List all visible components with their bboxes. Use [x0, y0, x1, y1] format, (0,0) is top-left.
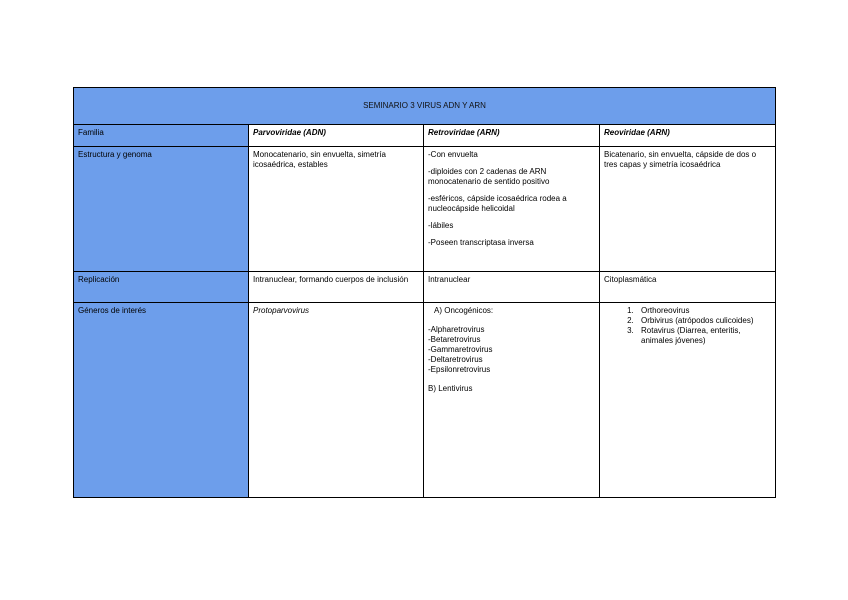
- generos-retro-heading-a: A) Oncogénicos:: [434, 306, 494, 315]
- generos-parvo: Protoparvovirus: [249, 303, 424, 498]
- family-parvoviridae: Parvoviridae (ADN): [249, 125, 424, 147]
- generos-reo-item: 3. Rotavirus (Diarrea, enteritis, animales jóvenes): [636, 326, 771, 346]
- estructura-parvo: Monocatenario, sin envuelta, simetría icosaédrica, estables: [249, 147, 424, 272]
- family-retroviridae: Retroviridae (ARN): [424, 125, 600, 147]
- generos-retro: [424, 303, 600, 498]
- estructura-reo: Bicatenario, sin envuelta, cápside de dos o tres capas y simetría icosaédrica: [600, 147, 776, 272]
- virus-seminar-table: [73, 87, 776, 498]
- estructura-retro-line: -lábiles: [428, 221, 454, 230]
- generos-retro-item: -Alpharetrovirus: [428, 325, 485, 334]
- row-label-replicacion: Replicación: [74, 272, 249, 303]
- table-title: SEMINARIO 3 VIRUS ADN Y ARN: [74, 88, 776, 125]
- estructura-retro-line: -Con envuelta: [428, 150, 478, 159]
- generos-retro-item: -Deltaretrovirus: [428, 355, 483, 364]
- generos-retro-item: -Epsilonretrovirus: [428, 365, 491, 374]
- replicacion-reo: Citoplasmática: [600, 272, 776, 303]
- generos-reo-item: 2. Orbivirus (atrópodos culicoides): [636, 316, 771, 326]
- generos-retro-item: -Betaretrovirus: [428, 335, 481, 344]
- generos-retro-heading-b: B) Lentivirus: [428, 384, 473, 393]
- estructura-retro-line: -Poseen transcriptasa inversa: [428, 238, 534, 247]
- generos-retro-item: -Gammaretrovirus: [428, 345, 493, 354]
- estructura-retro: [424, 147, 600, 272]
- family-reoviridae: Reoviridae (ARN): [600, 125, 776, 147]
- generos-reo-item: 1. Orthoreovirus: [636, 306, 771, 316]
- row-label-estructura: Estructura y genoma: [74, 147, 249, 272]
- replicacion-parvo: Intranuclear, formando cuerpos de inclusión: [249, 272, 424, 303]
- row-label-familia: Familia: [74, 125, 249, 147]
- estructura-retro-line: -esféricos, cápside icosaédrica rodea a nucleocápside helicoidal: [428, 194, 567, 213]
- estructura-retro-line: -diploides con 2 cadenas de ARN monocatenario de sentido positivo: [428, 167, 550, 186]
- generos-reo: [600, 303, 776, 498]
- replicacion-retro: Intranuclear: [424, 272, 600, 303]
- row-label-generos: Géneros de interés: [74, 303, 249, 498]
